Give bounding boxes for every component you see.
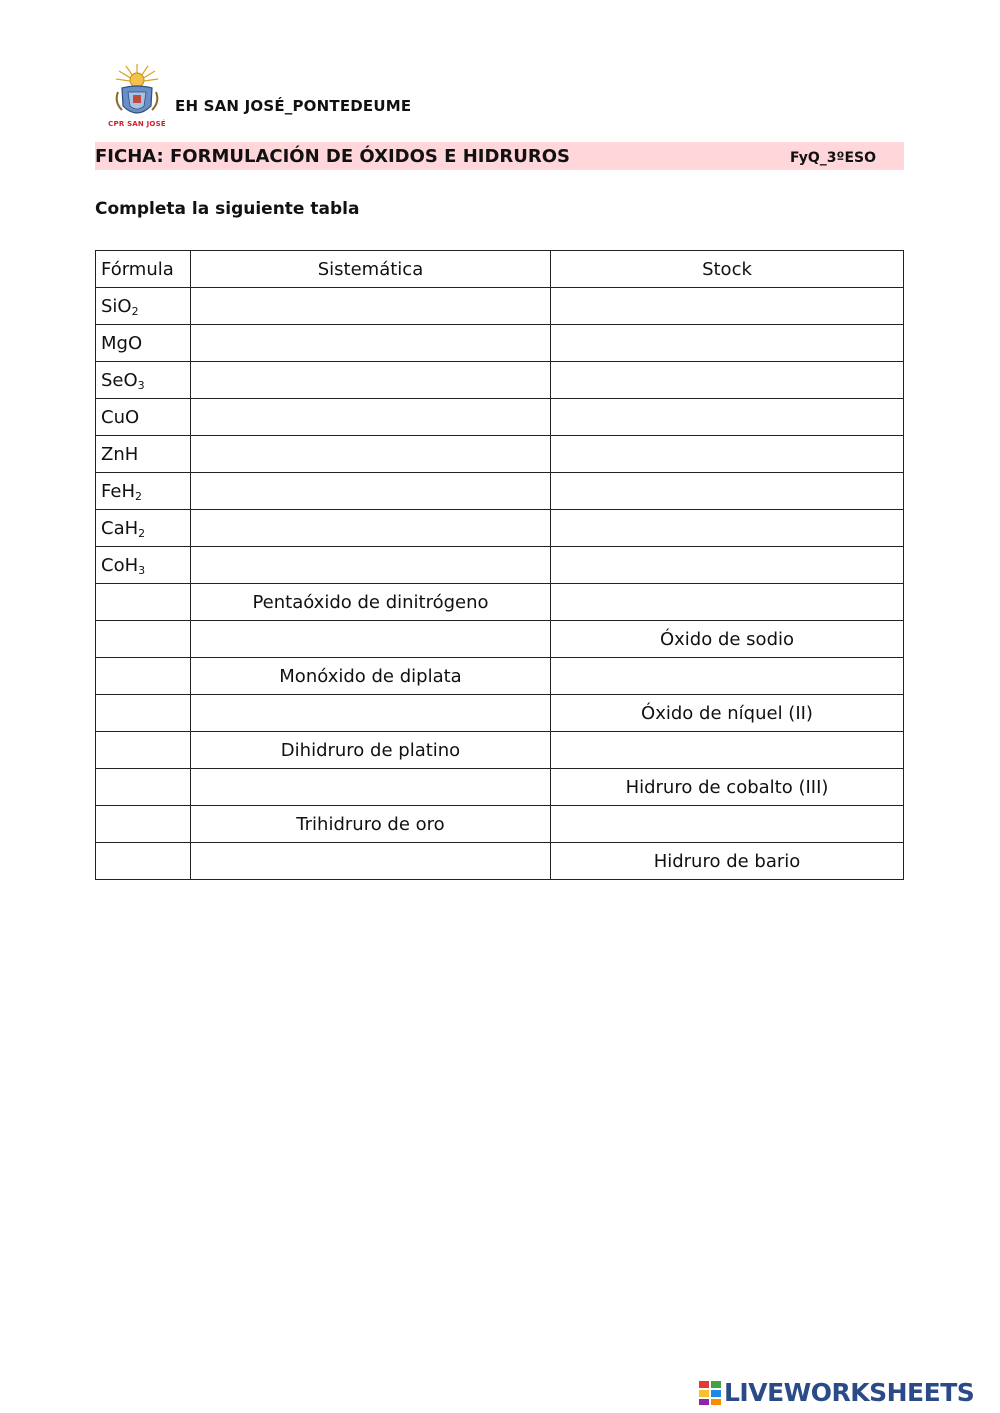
stock-cell[interactable] <box>551 399 904 436</box>
table-row <box>96 288 904 325</box>
stock-cell[interactable] <box>551 362 904 399</box>
sistematica-cell[interactable] <box>191 510 551 547</box>
sistematica-cell[interactable] <box>191 769 551 806</box>
sistematica-cell[interactable] <box>191 843 551 880</box>
stock-cell[interactable] <box>551 806 904 843</box>
formula-cell[interactable] <box>96 695 191 732</box>
formula-cell[interactable] <box>96 658 191 695</box>
instruction-text: Completa la siguiente tabla <box>95 199 360 219</box>
table-row <box>96 325 904 362</box>
formula-cell[interactable] <box>96 621 191 658</box>
table-row <box>96 806 904 843</box>
table-row <box>96 547 904 584</box>
formula-cell[interactable]: CuO <box>96 399 191 436</box>
sistematica-cell[interactable]: Pentaóxido de dinitrógeno <box>191 584 551 621</box>
table-row <box>96 362 904 399</box>
stock-cell[interactable] <box>551 658 904 695</box>
stock-cell[interactable]: Óxido de níquel (II) <box>551 695 904 732</box>
stock-cell[interactable] <box>551 732 904 769</box>
table-row <box>96 658 904 695</box>
header-formula: Fórmula <box>96 251 191 288</box>
formula-cell[interactable] <box>96 806 191 843</box>
sistematica-cell[interactable] <box>191 436 551 473</box>
sistematica-cell[interactable] <box>191 362 551 399</box>
sistematica-cell[interactable] <box>191 288 551 325</box>
table-header-row <box>96 251 904 288</box>
table-row <box>96 732 904 769</box>
stock-cell[interactable] <box>551 473 904 510</box>
stock-cell[interactable] <box>551 436 904 473</box>
formula-cell[interactable]: FeH$_2$ <box>96 473 191 510</box>
liveworksheets-logo-icon <box>698 1380 722 1406</box>
table-row <box>96 769 904 806</box>
header-sistematica: Sistemática <box>191 251 551 288</box>
formula-cell[interactable]: MgO <box>96 325 191 362</box>
stock-cell[interactable]: Hidruro de bario <box>551 843 904 880</box>
sistematica-cell[interactable]: Dihidruro de platino <box>191 732 551 769</box>
table-row <box>96 473 904 510</box>
stock-cell[interactable]: Hidruro de cobalto (III) <box>551 769 904 806</box>
sistematica-cell[interactable] <box>191 695 551 732</box>
course-label: FyQ_3ºESO <box>789 150 876 166</box>
sistematica-cell[interactable] <box>191 547 551 584</box>
sistematica-cell[interactable]: Trihidruro de oro <box>191 806 551 843</box>
liveworksheets-brand: LIVEWORKSHEETS <box>724 1378 975 1407</box>
stock-cell[interactable] <box>551 584 904 621</box>
formula-cell[interactable] <box>96 769 191 806</box>
title-bar <box>95 142 904 170</box>
formulation-table <box>95 250 904 880</box>
table-row <box>96 695 904 732</box>
table-row <box>96 584 904 621</box>
sistematica-cell[interactable] <box>191 399 551 436</box>
sistematica-cell[interactable]: Monóxido de diplata <box>191 658 551 695</box>
stock-cell[interactable] <box>551 510 904 547</box>
formula-cell[interactable]: SiO$_2$ <box>96 288 191 325</box>
sistematica-cell[interactable] <box>191 325 551 362</box>
school-name: EH SAN JOSÉ_PONTEDEUME <box>175 97 412 115</box>
sistematica-cell[interactable] <box>191 473 551 510</box>
table-row <box>96 843 904 880</box>
worksheet-title: FICHA: FORMULACIÓN DE ÓXIDOS E HIDRUROS <box>95 146 571 167</box>
formula-cell[interactable]: CaH$_2$ <box>96 510 191 547</box>
formula-cell[interactable]: ZnH <box>96 436 191 473</box>
logo-caption: CPR SAN JOSÉ <box>108 120 166 128</box>
table-row <box>96 436 904 473</box>
formula-cell[interactable] <box>96 584 191 621</box>
table-row <box>96 399 904 436</box>
stock-cell[interactable] <box>551 288 904 325</box>
formula-cell[interactable] <box>96 732 191 769</box>
formula-cell[interactable]: CoH$_3$ <box>96 547 191 584</box>
table-row <box>96 621 904 658</box>
stock-cell[interactable]: Óxido de sodio <box>551 621 904 658</box>
formula-cell[interactable] <box>96 843 191 880</box>
stock-cell[interactable] <box>551 325 904 362</box>
formula-cell[interactable]: SeO$_3$ <box>96 362 191 399</box>
stock-cell[interactable] <box>551 547 904 584</box>
sistematica-cell[interactable] <box>191 621 551 658</box>
header-stock: Stock <box>551 251 904 288</box>
table-row <box>96 510 904 547</box>
